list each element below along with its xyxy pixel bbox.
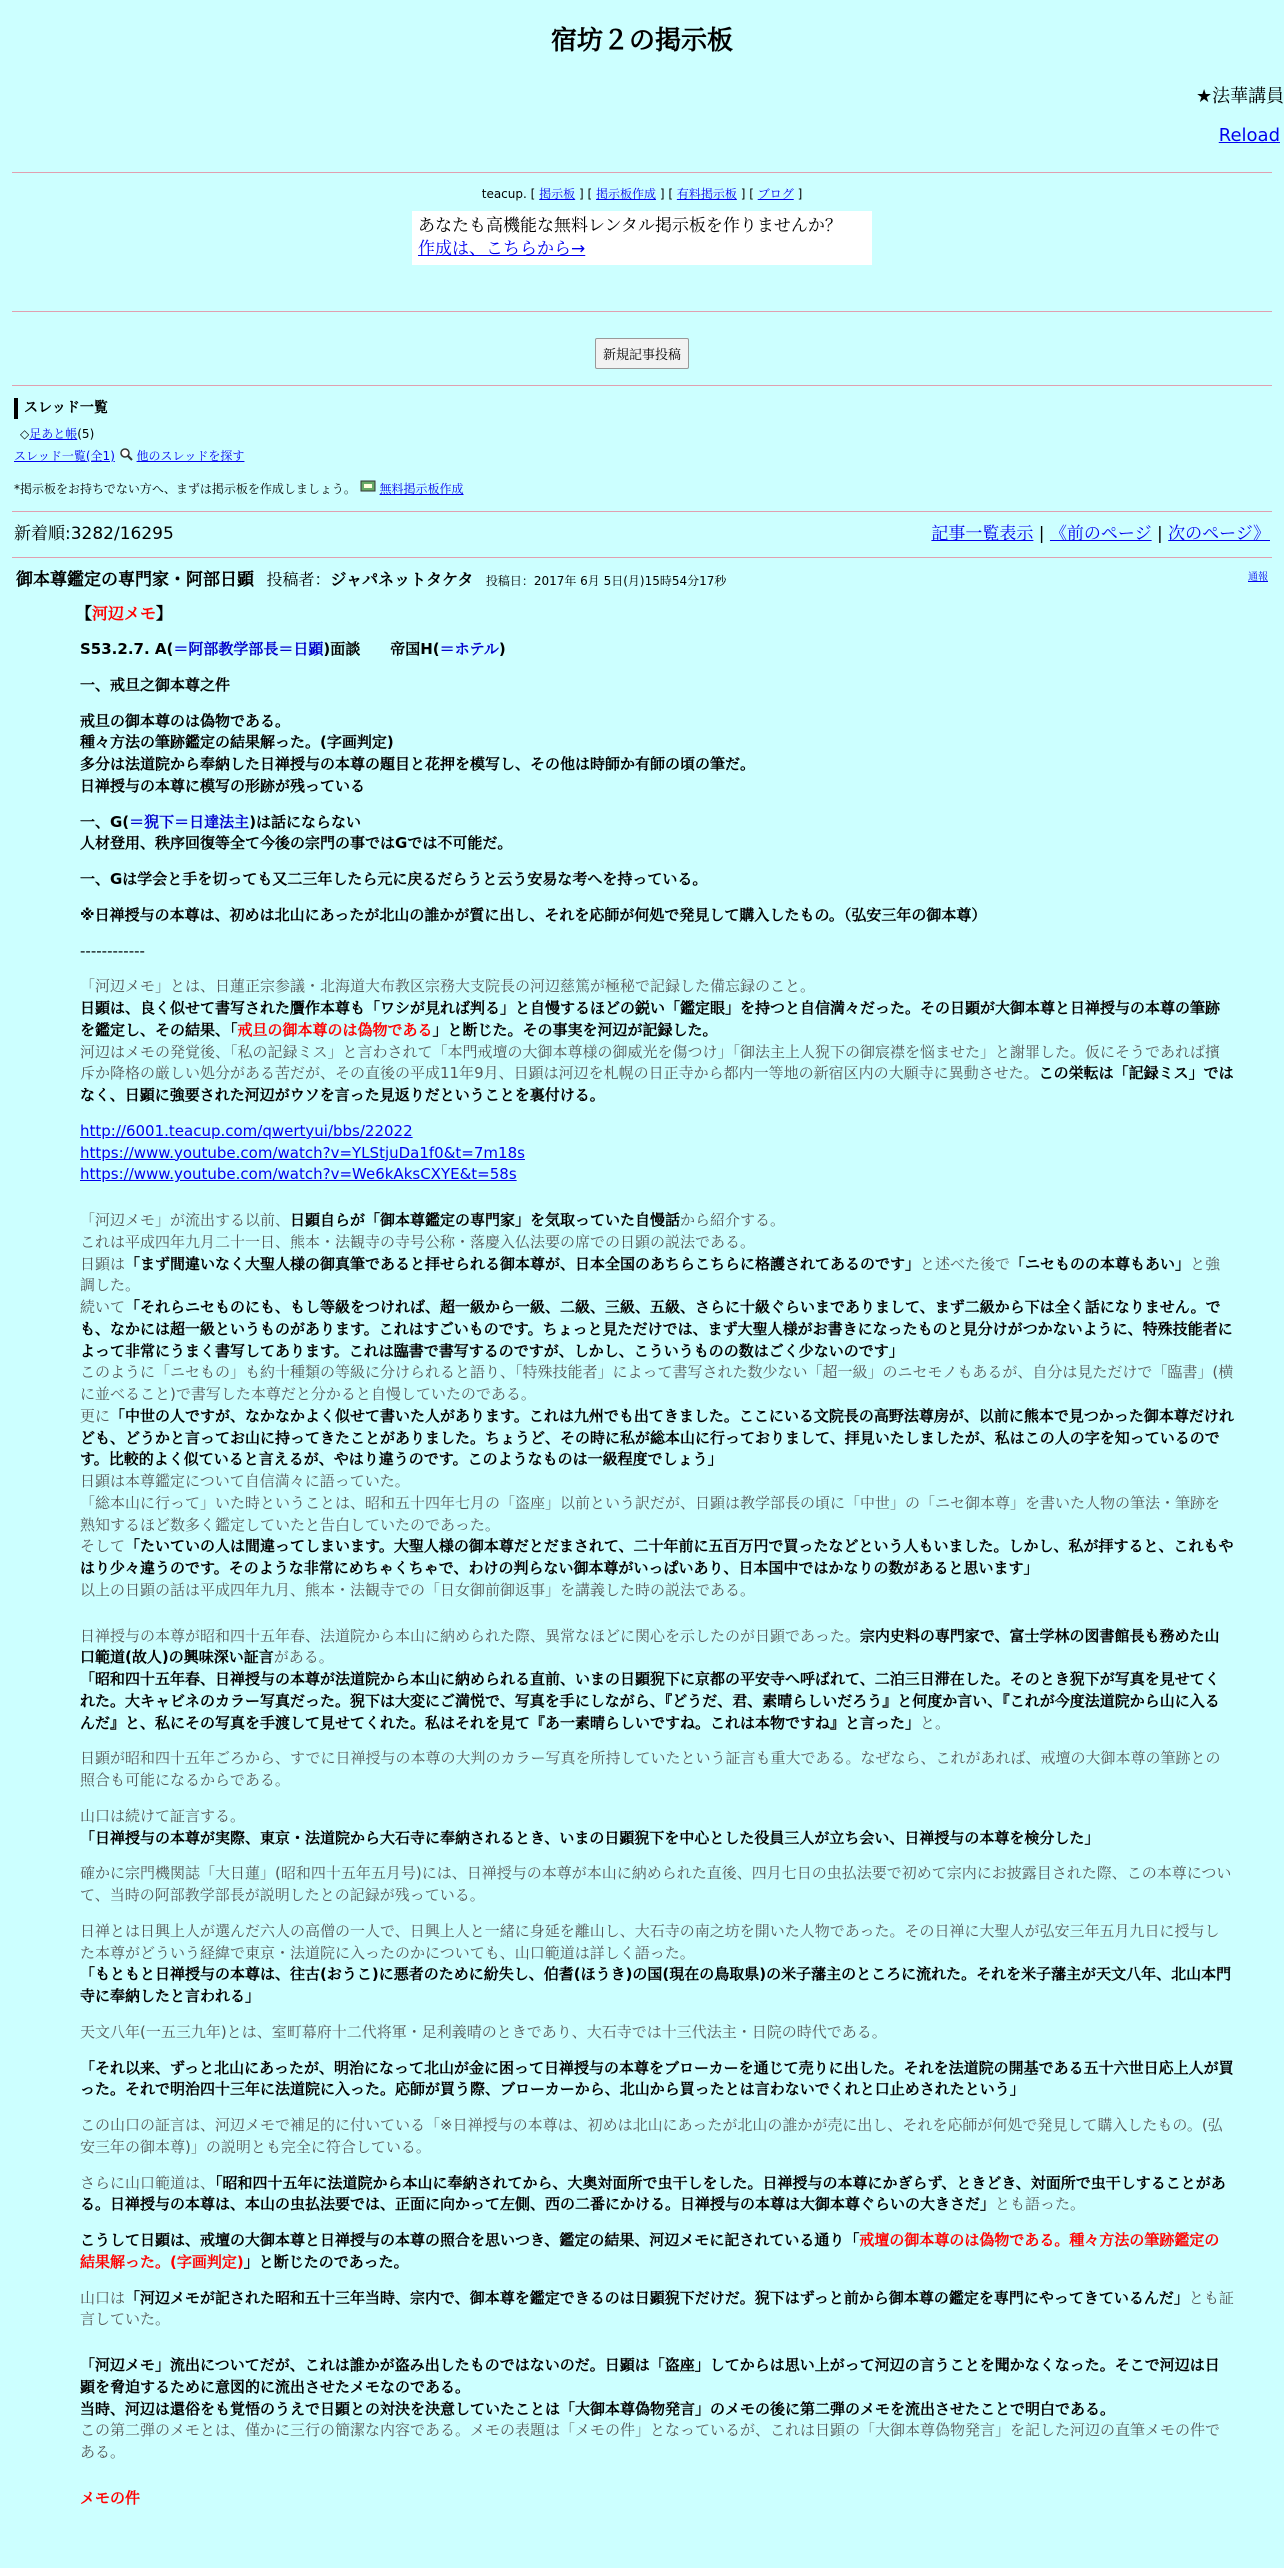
- youtube-link[interactable]: https://www.youtube.com/watch?v=YLStjuDa1f0&t=7m18s: [80, 1143, 525, 1162]
- thread-list-header: スレッド一覧: [14, 398, 1270, 419]
- board-icon: [360, 480, 376, 499]
- teacup-link-paid-board[interactable]: 有料掲示板: [676, 187, 737, 201]
- report-link[interactable]: 通報: [1248, 572, 1268, 584]
- thread-list: [14, 398, 1270, 499]
- teacup-link-blog[interactable]: ブログ: [757, 187, 794, 201]
- thread-list-all-link[interactable]: スレッド一覧(全1): [14, 448, 115, 463]
- thread-item-link[interactable]: 足あと帳: [29, 426, 78, 441]
- divider: [12, 385, 1272, 386]
- post-author: ジャパネットタケタ: [330, 570, 474, 590]
- reload-link[interactable]: Reload: [1218, 125, 1280, 146]
- divider: [12, 557, 1272, 558]
- create-board-notice: *掲示板をお持ちでない方へ、まずは掲示板を作成しましょう。: [14, 481, 356, 496]
- thread-item: ◇足あと帳(5): [20, 426, 95, 441]
- divider: [12, 311, 1272, 312]
- find-other-threads-link[interactable]: 他のスレッドを探す: [136, 448, 245, 463]
- post-header: 御本尊鑑定の専門家・阿部日顕 投稿者：ジャパネットタケタ 投稿日：2017年 6月 5日(月)15時54分17秒 通報: [16, 570, 1268, 591]
- ad-text: あなたも高機能な無料レンタル掲示板を作りませんか？: [418, 216, 842, 236]
- teacup-link-create-board[interactable]: 掲示板作成: [596, 187, 657, 201]
- divider: [12, 172, 1272, 173]
- post-date: 投稿日：2017年 6月 5日(月)15時54分17秒: [485, 574, 727, 589]
- page-title: 宿坊２の掲示板: [550, 26, 733, 56]
- teacup-bar: teacup. [ 掲示板 ] [ 掲示板作成 ] [ 有料掲示板 ] [ ブログ ]: [481, 187, 803, 201]
- next-page-link[interactable]: 次のページ》: [1168, 523, 1270, 544]
- post-body: 【河辺メモ】 S53.2.7. A(＝阿部教学部長＝日顕)面談 帝国H(＝ホテル) 一、戒旦之御本尊之件 戒旦の御本尊のは偽物である。 種々方法の筆跡鑑定の結果解った。(字画判定) 多分は法道院から奉納した日禅授与の本尊の題目と花押を模写し、その他は時師か有師の頃の筆だ。 日禅授与の本尊に模写の形跡が残っている 一、G(＝猊下＝日達法主)は話にならない 人材登用、秩序回復等全て今後の宗門の事ではGでは不可能だ。 一、Gは学会と手を切っても又二三年したら元に戻るだらうと云う安易な考へを持っている。 ※日禅授与の本尊は、初めは北山にあったが北山の誰かが質に出し、それを応師が何処で発見して購入したもの。（弘安三年の御本尊） ------------ 「河辺メモ」とは、日蓮正宗参議・北海道大布教区宗務大支院長の河辺慈篤が極秘で記録した備忘録のこと。 日顕は、良く似せて書写された贋作本尊も「ワシが見れば判る」と自慢するほどの鋭い「鑑定眼」を持つと自信満々だった。その日顕が大御本尊と日禅授与の本尊の筆跡を鑑定し、その結果、「戒旦の御本尊のは偽物である」と断じた。その事実を河辺が記録した。 河辺はメモの発覚後、「私の記録ミス」と言わされて「本門戒壇の大御本尊様の御威光を傷つけ」「御法主上人猊下の御宸襟を悩ませた」と謝罪した。仮にそうであれば擯斥か降格の厳しい処分がある苦だが、その直後の平成11年9月、日顕は河辺を札幌の日正寺から都内一等地の新宿区内の大願寺に異動させた。この栄転は「記録ミス」ではなく、日顕に強要された河辺がウソを言った見返りだということを裏付ける。 http://6001.teacup.com/qwertyui/bbs/22022 https://www.youtube.com/watch?v=YLStjuDa1f0&t=7m18s https://www.youtube.com/watch?v=We6kAksCXYE&t=58s 「河辺メモ」が流出する以前、日顕自らが「御本尊鑑定の専門家」を気取っていた自慢話から紹介する。 これは平成四年九月二十一日、熊本・法観寺の寺号公称・落慶入仏法要の席での日顕の説法である。 日顕は「まず間違いなく大聖人様の御真筆であると拝せられる御本尊が、日本全国のあちらこちらに格護されてあるのです」と述べた後で「ニセものの本尊もあい」と強調した。 続いて「それらニセものにも、もし等級をつければ、超一級から一級、二級、三級、五級、さらに十級ぐらいまでありまして、まず二級から下は全く話になりません。でも、なかには超一級というものがあります。これはすごいものです。ちょっと見ただけでは、まず大聖人様がお書きになったものと見分けがつかないように、特殊技能者によって非常にうまく書写してあります。これは臨書で書写するのですが、しかし、こういうものの数はごく少ないのです」 このように「ニセもの」も約十種類の等級に分けられると語り、「特殊技能者」によって書写された数少ない「超一級」のニセモノもあるが、自分は見ただけで「臨書」(横に並べること)で書写した本尊だと分かると自慢していたのである。 更に「中世の人ですが、なかなかよく似せて書いた人があります。これは九州でも出てきました。ここにいる文院長の高野法尊房が、以前に熊本で見つかった御本尊だけれども、どうかと言ってお山に持ってきたことがありました。ちょうど、その時に私が総本山に行っておりまして、拝見いたしましたが、私はこの人の字を知っているのです。比較的よく似ていると言えるが、やはり違うのです。このようなものは一級程度でしょう」 日顕は本尊鑑定について自信満々に語っていた。 「総本山に行って」いた時ということは、昭和五十四年七月の「盗座」以前という訳だが、日顕は教学部長の頃に「中世」の「ニセ御本尊」を書いた人物の筆法・筆跡を熟知するほど数多く鑑定していたと告白していたのであった。 そして「たいていの人は間違ってしまいます。大聖人様の御本尊だとだまされて、二十年前に五百万円で買ったなどという人もいました。しかし、私が拝すると、これもやはり少々違うのです。そのような非常にめちゃくちゃで、わけの判らない御本尊がいっぱいあり、日本国中ではかなりの数があると思います」 以上の日顕の話は平成四年九月、熊本・法観寺での「日女御前御返事」を講義した時の説法である。 日禅授与の本尊が昭和四十五年春、法道院から本山に納められた際、異常なほどに関心を示したのが日顕であった。宗内史料の専門家で、富士学林の図書館長も務めた山口範道(故人)の興味深い証言がある。 「昭和四十五年春、日禅授与の本尊が法道院から本山に納められる直前、いまの日顕猊下に京都の平安寺へ呼ばれて、二泊三日滞在した。そのとき猊下が写真を見せてくれた。大キャビネのカラー写真だった。猊下は大変にご満悦で、写真を手にしながら、『どうだ、君、素晴らしいだろう』と何度か言い、『これが今度法道院から山に入るんだ』と、私にその写真を手渡して見せてくれた。私はそれを見て『あ一素晴らしいですね。これは本物ですね』と言った」と。 日顕が昭和四十五年ごろから、すでに日禅授与の本尊の大判のカラー写真を所持していたという証言も重大である。なぜなら、これがあれば、戒壇の大御本尊の筆跡との照合も可能になるからである。 山口は続けて証言する。 「日禅授与の本尊が実際、東京・法道院から大石寺に奉納されるとき、いまの日顕猊下を中心とした役員三人が立ち会い、日禅授与の本尊を検分した」 確かに宗門機関誌「大日蓮」(昭和四十五年五月号)には、日禅授与の本尊が本山に納められた直後、四月七日の虫払法要で初めて宗内にお披露目された際、この本尊について、当時の阿部教学部長が説明したとの記録が残っている。 日禅とは日興上人が選んだ六人の高僧の一人で、日興上人と一緒に身延を離山し、大石寺の南之坊を開いた人物であった。その日禅に大聖人が弘安三年五月九日に授与した本尊がどういう経緯で東京・法道院に入ったのかについても、山口範道は詳しく語った。 「もともと日禅授与の本尊は、往古(おうこ)に悪者のために紛失し、伯耆(ほうき)の国(現在の鳥取県)の米子藩主のところに流れた。それを米子藩主が天文八年、北山本門寺に奉納したと言われる」 天文八年(一五三九年)とは、室町幕府十二代将軍・足利義晴のときであり、大石寺では十三代法主・日院の時代である。 「それ以来、ずっと北山にあったが、明治になって北山が金に困って日禅授与の本尊をブローカーを通じて売りに出した。それを法道院の開基である五十六世日応上人が買った。それで明治四十三年に法道院に入った。応師が買う際、ブローカーから、北山から買ったとは言わないでくれと口止めされたという」 この山口の証言は、河辺メモで補足的に付いている「※日禅授与の本尊は、初めは北山にあったが北山の誰かが売に出し、それを応師が何処で発見して購入したもの。(弘安三年の御本尊)」の説明とも完全に符合している。 さらに山口範道は、「昭和四十五年に法道院から本山に奉納されてから、大奥対面所で虫干しをした。日禅授与の本尊にかぎらず、ときどき、対面所で虫干しすることがある。日禅授与の本尊は、本山の虫払法要では、正面に向かって左側、西の二番にかける。日禅授与の本尊は大御本尊ぐらいの大きさだ」とも語った。 こうして日顕は、戒壇の大御本尊と日禅授与の本尊の照合を思いつき、鑑定の結果、河辺メモに記されている通り「戒壇の御本尊のは偽物である。種々方法の筆跡鑑定の結果解った。(字画判定)」と断じたのであった。 山口は「河辺メモが記された昭和五十三年当時、宗内で、御本尊を鑑定できるのは日顕猊下だけだ。猊下はずっと前から御本尊の鑑定を専門にやってきているんだ」とも証言していた。 「河辺メモ」流出についてだが、これは誰かが盗み出したものではないのだ。日顕は「盗座」してからは思い上がって河辺の言うことを聞かなくなった。そこで河辺は日顕を脅迫するために意図的に流出させたメモなのである。 当時、河辺は還俗をも覚悟のうえで日顕との対決を決意していたことは「大御本尊偽物発言」のメモの後に第二弾のメモを流出させたことで明白である。 この第二弾のメモとは、僅かに三行の簡潔な内容である。メモの表題は「メモの件」となっているが、これは日顕の「大御本尊偽物発言」を記した河辺の直筆メモの件である。 メモの件: [76, 603, 1234, 2507]
- board-subtitle: ★法華講員: [1196, 86, 1284, 107]
- page-navigation: 新着順:3282/16295 記事一覧表示 | 《前のページ | 次のページ》: [14, 522, 1270, 548]
- prev-page-link[interactable]: 《前のページ: [1049, 523, 1152, 544]
- youtube-link[interactable]: https://www.youtube.com/watch?v=We6kAksCXYE&t=58s: [80, 1165, 517, 1184]
- reference-link[interactable]: http://6001.teacup.com/qwertyui/bbs/22022: [80, 1121, 413, 1140]
- post-title: 御本尊鑑定の専門家・阿部日顕: [16, 570, 254, 591]
- new-post-button[interactable]: 新規記事投稿: [595, 338, 689, 369]
- post-list-link[interactable]: 記事一覧表示: [931, 523, 1034, 544]
- post-count: 新着順:3282/16295: [14, 523, 174, 544]
- ad-create-link[interactable]: 作成は、こちらから→: [418, 238, 586, 259]
- create-free-board-link[interactable]: 無料掲示板作成: [379, 481, 464, 496]
- divider: [12, 511, 1272, 512]
- search-icon: [119, 447, 133, 466]
- ad-banner: [412, 211, 872, 265]
- teacup-link-board[interactable]: 掲示板: [539, 187, 576, 201]
